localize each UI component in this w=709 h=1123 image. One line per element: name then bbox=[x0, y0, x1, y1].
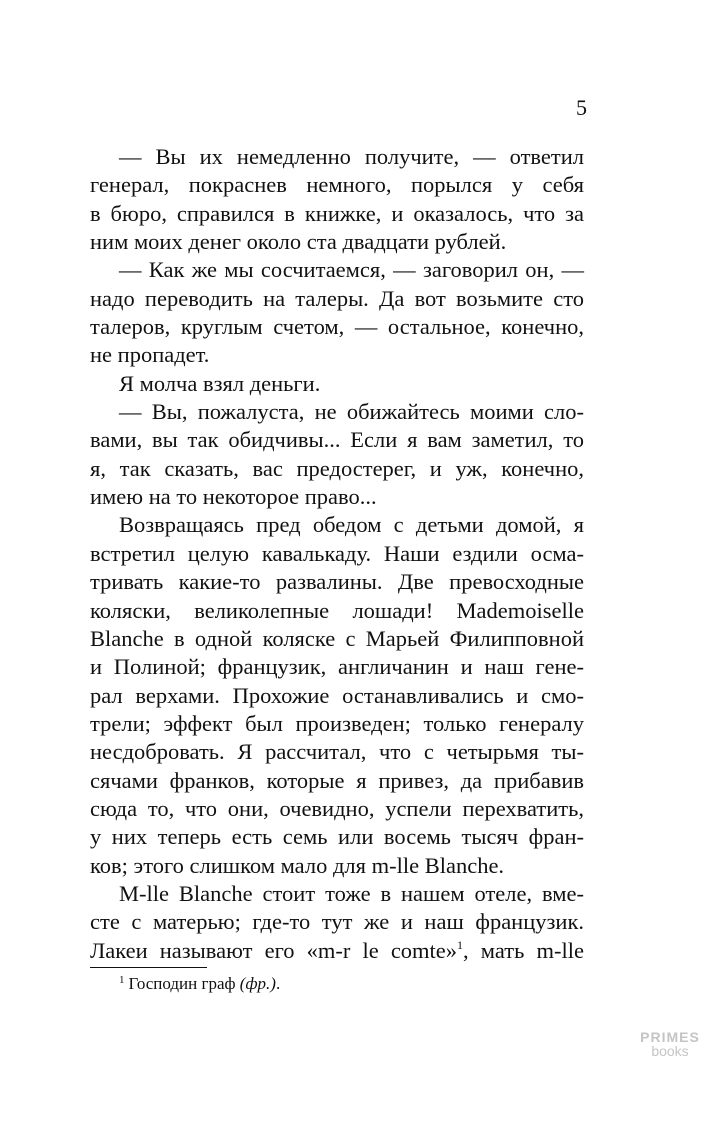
text-line: — Вы их немедленно получите, — ответил bbox=[119, 144, 584, 169]
text-line: и Полиной; французик, англичанин и наш гене- bbox=[90, 654, 584, 680]
text-line: M-lle Blanche стоит тоже в нашем отеле, вме- bbox=[119, 880, 584, 906]
footnote-divider bbox=[90, 967, 207, 968]
line-text: Лакеи называют его «m-r le comte» bbox=[90, 937, 458, 963]
page-number: 5 bbox=[576, 95, 587, 120]
text-line: — Как же мы сосчитаемся, — заговорил он, — bbox=[119, 257, 584, 283]
line-text: , мать m-lle bbox=[463, 937, 584, 963]
text-line: рал верхами. Прохожие останавливались и смо- bbox=[90, 682, 584, 708]
watermark-top: PRIMES bbox=[640, 1029, 700, 1045]
footnote-language-note: (фр.) bbox=[239, 974, 276, 993]
paragraph bbox=[90, 511, 584, 879]
text-line: несдобровать. Я рассчитал, что с четырьмя ты- bbox=[90, 739, 584, 765]
text-line: ним моих денег около ста двадцати рублей. bbox=[90, 229, 507, 255]
text-line: сюда то, что они, очевидно, успели перехватить, bbox=[90, 795, 584, 821]
paragraph bbox=[90, 370, 584, 398]
footnote-reference[interactable]: 1 bbox=[457, 937, 464, 952]
text-line: ков; этого слишком мало для m-lle Blanche. bbox=[90, 852, 505, 878]
text-line: талеров, круглым счетом, — остальное, конечно, bbox=[90, 314, 584, 340]
text-line: Blanche в одной коляске с Марьей Филипповной bbox=[90, 625, 584, 651]
text-line: в бюро, справился в книжке, и оказалось, что за bbox=[90, 200, 584, 226]
text-line: имею на то некоторое право... bbox=[90, 484, 377, 510]
paragraph bbox=[90, 256, 584, 369]
text-line: встретил целую кавалькаду. Наши ездили осма- bbox=[90, 540, 584, 566]
text-line: коляски, великолепные лошади! Mademoiselle bbox=[90, 597, 584, 623]
footnote-end: . bbox=[275, 974, 281, 993]
footnote bbox=[119, 972, 280, 996]
footnote-marker: 1 bbox=[119, 974, 125, 986]
text-line: Возвращаясь пред обедом с детьми домой, я bbox=[119, 512, 584, 538]
paragraph bbox=[90, 398, 584, 511]
text-line: я, так сказать, вас предостерег, и уж, конечно, bbox=[90, 455, 584, 481]
text-line: вами, вы так обидчивы... Если я вам заметил, то bbox=[90, 427, 584, 453]
text-line: генерал, покраснев немного, порылся у себя bbox=[90, 172, 584, 198]
text-line: надо переводить на талеры. Да вот возьмите сто bbox=[90, 285, 584, 311]
text-line: — Вы, пожалуста, не обижайтесь моими сло- bbox=[119, 399, 584, 425]
publisher-watermark bbox=[632, 1030, 708, 1058]
paragraph bbox=[90, 880, 584, 965]
text-line: Я молча взял деньги. bbox=[119, 370, 321, 396]
body-text bbox=[90, 143, 584, 965]
text-line: сте с матерью; где-то тут же и наш французик. bbox=[90, 909, 584, 935]
watermark-bottom: books bbox=[651, 1043, 689, 1059]
text-line: не пропадет. bbox=[90, 342, 210, 368]
text-line: у них теперь есть семь или восемь тысяч фран- bbox=[90, 824, 584, 850]
text-line: тривать какие-то развалины. Две превосходные bbox=[90, 569, 584, 595]
paragraph bbox=[90, 143, 584, 256]
text-line: трели; эффект был произведен; только генералу bbox=[90, 710, 584, 736]
text-line bbox=[90, 937, 584, 965]
text-line: сячами франков, которые я привез, да прибавив bbox=[90, 767, 584, 793]
footnote-text: Господин граф bbox=[128, 974, 236, 993]
